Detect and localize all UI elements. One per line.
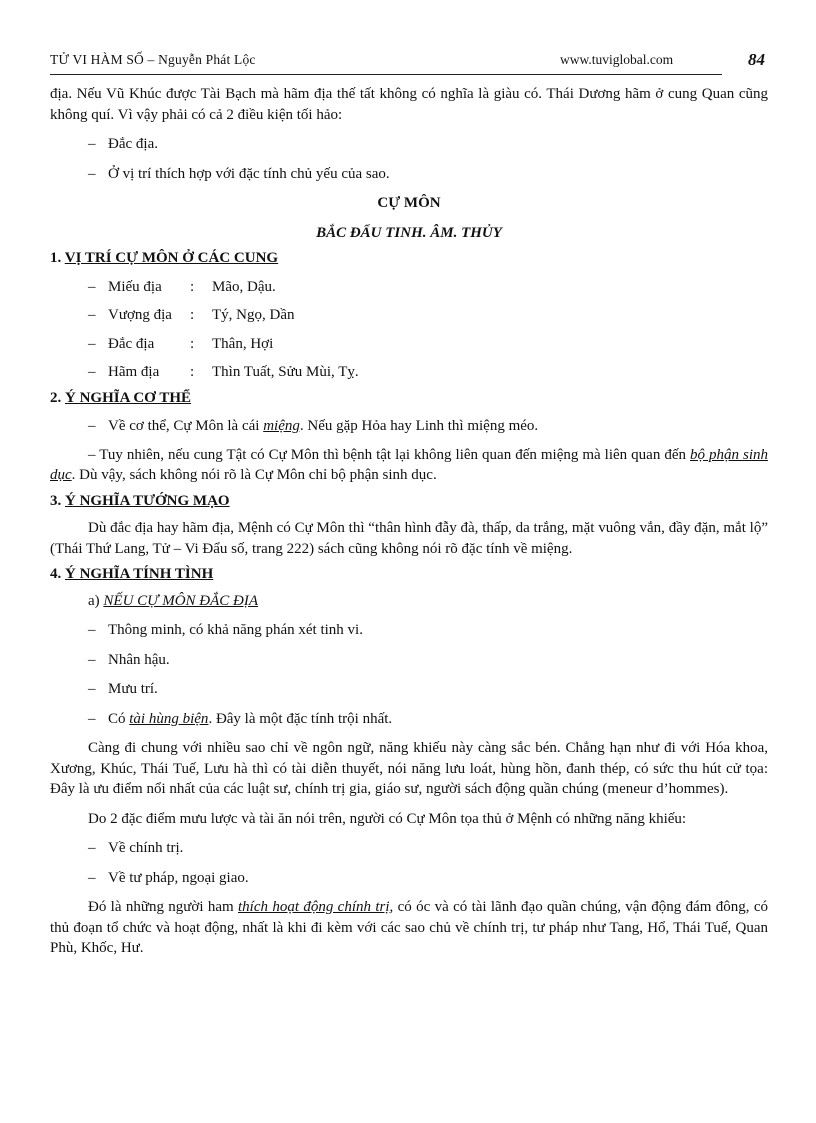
paragraph: – Tuy nhiên, nếu cung Tật có Cự Môn thì bệnh tật lại không liên quan đến miệng mà liên quan đến bộ phận sinh dục. Dù vậy, sách không nói rõ là Cự Môn chỉ bộ phận sinh dục.	[50, 446, 768, 483]
list-item: – Đắc địa : Thân, Hợi	[88, 335, 274, 352]
list-item: – Thông minh, có khả năng phán xét tinh vi.	[88, 622, 363, 638]
paragraph: Đó là những người ham thích hoạt động chính trị, có óc và có tài lãnh đạo quần chúng, vận động đám đông, có thủ đoạn tổ chức và hoạt động, nhất là khi đi kèm với các sao chủ về chính trị, tư pháp như Tang, Hổ, Thái Tuế, Quan Phù, Khốc, Hư.	[50, 899, 768, 956]
section-heading-4: 4. Ý NGHĨA TÍNH TÌNH	[50, 566, 214, 582]
list-item: – Ở vị trí thích hợp với đặc tính chủ yếu của sao.	[88, 165, 390, 182]
chapter-subtitle: BẮC ĐẨU TINH. ÂM. THỦY	[316, 224, 502, 241]
paragraph: Càng đi chung với nhiều sao chỉ về ngôn ngữ, năng khiếu này càng sắc bén. Chẳng hạn như đi với Hóa khoa, Xương, Khúc, Thái Tuế, Lưu hà thì có tài diễn thuyết, nói năng lưu loát, hùng hồn, đanh thép, có sức thu hút cử tọa: Đây là ưu điểm nổi nhất của các luật sư, chính trị gia, giáo sư, người sách động quần chúng (meneur d’hommes).	[50, 740, 768, 797]
chapter-title: CỰ MÔN	[377, 195, 441, 211]
list-item: – Miếu địa : Mão, Dậu.	[88, 278, 276, 295]
list-item: – Vượng địa : Tý, Ngọ, Dần	[88, 307, 295, 323]
page-number: 84	[748, 50, 765, 69]
section-heading-3: 3. Ý NGHĨA TƯỚNG MẠO	[50, 492, 230, 509]
paragraph: Dù đắc địa hay hãm địa, Mệnh có Cự Môn thì “thân hình đẫy đà, thấp, da trắng, mặt vuông vắn, đầy đặn, mắt lộ” (Thái Thứ Lang, Tử – Vi Đẩu số, trang 222) sách cũng không nói rõ đặc tính về miệng.	[50, 520, 768, 557]
subsection-heading: a) NẾU CỰ MÔN ĐẮC ĐỊA	[88, 592, 259, 609]
list-item: – Nhân hậu.	[88, 651, 170, 668]
list-item: – Về chính trị.	[88, 840, 184, 856]
header-website: www.tuviglobal.com	[560, 52, 674, 67]
list-item: – Hãm địa : Thìn Tuất, Sửu Mùi, Tỵ.	[88, 364, 359, 380]
list-item: – Về tư pháp, ngoại giao.	[88, 869, 249, 886]
page-header	[50, 44, 722, 75]
list-item: – Về cơ thể, Cự Môn là cái miệng. Nếu gặp Hỏa hay Linh thì miệng méo.	[88, 418, 539, 434]
header-book-title: TỬ VI HÀM SỐ – Nguyễn Phát Lộc	[50, 52, 256, 67]
page-content	[50, 84, 768, 959]
section-heading-2: 2. Ý NGHĨA CƠ THỂ	[50, 389, 191, 406]
section-heading-1: 1. VỊ TRÍ CỰ MÔN Ở CÁC CUNG	[50, 250, 279, 266]
intro-paragraph: địa. Nếu Vũ Khúc được Tài Bạch mà hãm địa thế tất không có nghĩa là giàu có. Thái Dương hãm ở cung Quan cũng không quí. Vì vậy phải có cả 2 điều kiện tối hảo:	[50, 86, 768, 123]
list-item: – Có tài hùng biện. Đây là một đặc tính trội nhất.	[88, 710, 393, 727]
list-item: – Mưu trí.	[88, 681, 158, 697]
list-item: – Đắc địa.	[88, 136, 158, 152]
paragraph: Do 2 đặc điểm mưu lược và tài ăn nói trên, người có Cự Môn tọa thủ ở Mệnh có những năng khiếu:	[88, 810, 687, 827]
